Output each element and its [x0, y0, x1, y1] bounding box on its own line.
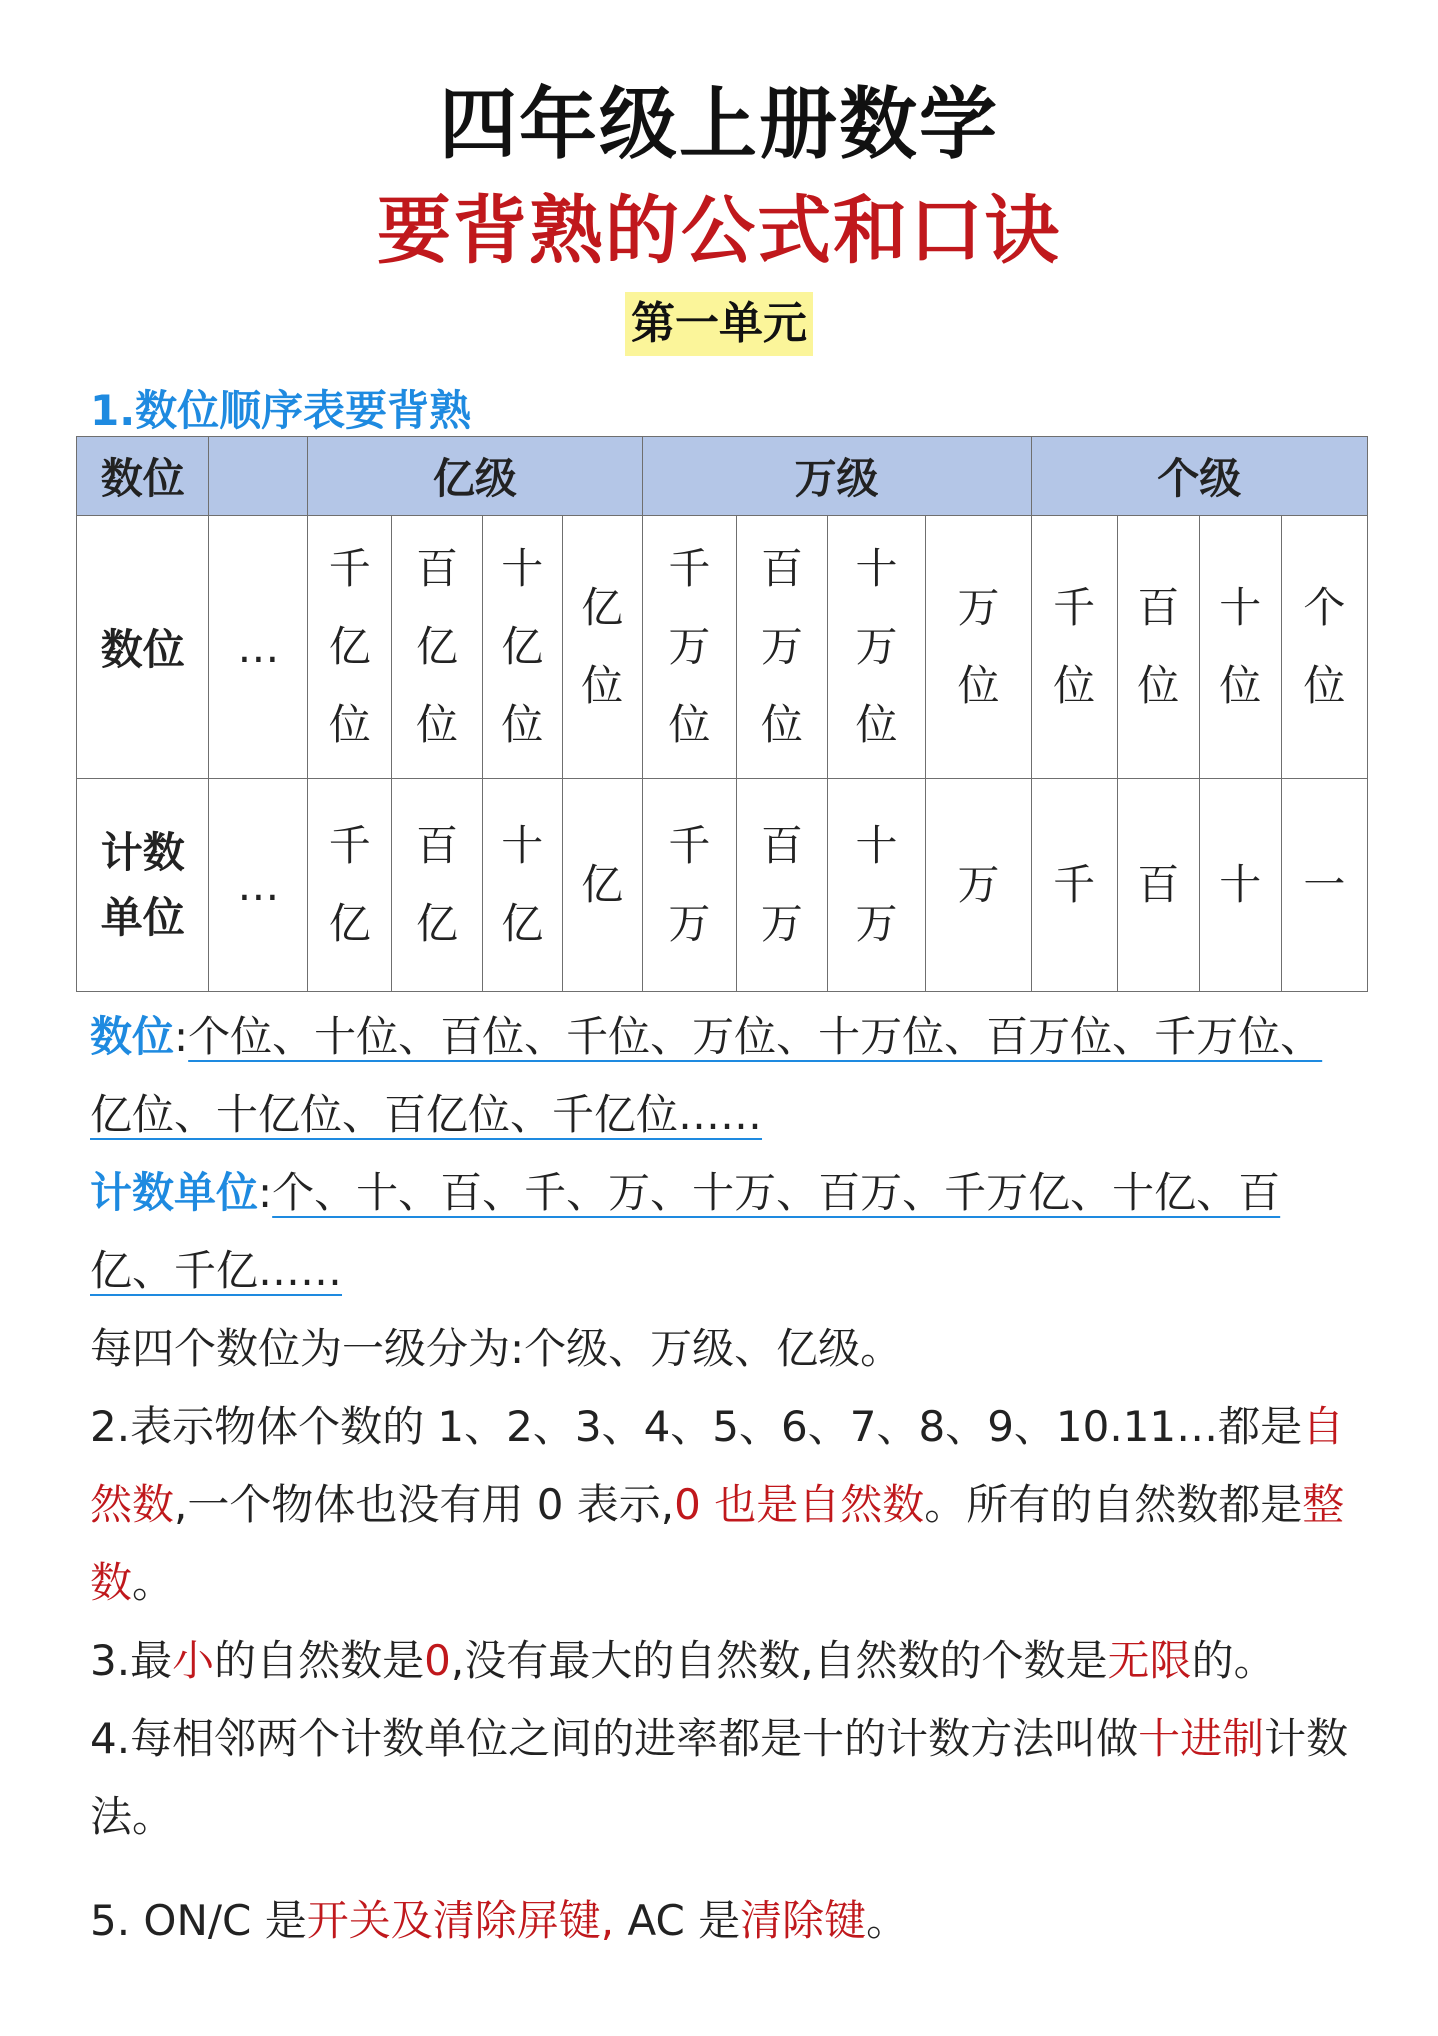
unit-cell: 一 — [1303, 860, 1346, 910]
row-label-places: 数位 — [77, 516, 209, 779]
page-subtitle: 要背熟的公式和口诀 — [377, 188, 1061, 274]
place-cell: 百亿位 — [416, 544, 459, 749]
text: 。 — [132, 1558, 175, 1607]
text: 的。 — [1191, 1636, 1276, 1685]
page-title: 四年级上册数学 — [438, 80, 999, 170]
unit-cell: 百亿 — [416, 821, 459, 948]
unit-cell: 百万 — [760, 821, 803, 948]
header-shuwei: 数位 — [77, 437, 209, 516]
text: ,没有最大的自然数,自然数的个数是 — [450, 1636, 1108, 1685]
unit-cell: 十 — [1219, 860, 1262, 910]
place-cell: 百万位 — [760, 544, 803, 749]
place-cell: 个位 — [1303, 583, 1346, 710]
place-list-colon: : — [174, 1012, 189, 1061]
text: 4.每相邻两个计数单位之间的进率都是十的计数方法叫做 — [90, 1714, 1139, 1763]
highlight: 清除键 — [740, 1896, 867, 1945]
place-cell: 十位 — [1219, 583, 1262, 710]
text: 的自然数是 — [214, 1636, 425, 1685]
paragraph-decimal-system — [90, 1700, 1360, 1856]
unit-cell: 万 — [957, 860, 1000, 910]
text: 计数法。 — [90, 1714, 1349, 1841]
unit-list-colon: : — [258, 1168, 273, 1217]
text: 。 — [866, 1896, 909, 1945]
highlight: 0 也是自然数 — [674, 1480, 925, 1529]
row-label-units: 计数单位 — [100, 827, 185, 942]
highlight: 十进制 — [1138, 1714, 1265, 1763]
unit-list-text: 个、十、百、千、万、十万、百万、千万亿、十亿、百亿、千亿…… — [90, 1168, 1281, 1295]
header-wanji: 万级 — [642, 437, 1031, 516]
paragraph-smallest-natural — [90, 1622, 1360, 1700]
place-list-label: 数位 — [90, 1012, 175, 1061]
paragraph-grouping: 每四个数位为一级分为:个级、万级、亿级。 — [90, 1324, 903, 1373]
place-cell: 千亿位 — [328, 544, 371, 749]
header-yiji: 亿级 — [308, 437, 642, 516]
unit-cell: 千亿 — [328, 821, 371, 948]
table-row-places — [77, 516, 1368, 779]
text: AC 是 — [614, 1896, 741, 1945]
places-ellipsis: … — [209, 516, 308, 779]
text: 2.表示物体个数的 1、2、3、4、5、6、7、8、9、10.11…都是 — [90, 1402, 1303, 1451]
place-cell: 千万位 — [668, 544, 711, 749]
header-geji: 个级 — [1031, 437, 1367, 516]
paragraph-place-list — [90, 998, 1360, 1154]
unit-heading: 第一单元 — [625, 292, 813, 356]
text: 3.最 — [90, 1636, 173, 1685]
place-cell: 千位 — [1053, 583, 1096, 710]
table-header-row — [77, 437, 1368, 516]
header-empty — [209, 437, 308, 516]
unit-cell: 十亿 — [501, 821, 544, 948]
highlight: 自然数 — [90, 1402, 1345, 1529]
place-cell: 万位 — [957, 583, 1000, 710]
place-cell: 十亿位 — [501, 544, 544, 749]
table-row-units — [77, 779, 1368, 992]
paragraph-calculator-keys — [90, 1882, 1360, 1960]
text: 5. ON/C 是 — [90, 1896, 307, 1945]
highlight: 整数 — [90, 1480, 1345, 1607]
text: 。所有的自然数都是 — [924, 1480, 1303, 1529]
place-cell: 百位 — [1137, 583, 1180, 710]
unit-cell: 千万 — [668, 821, 711, 948]
place-list-text: 个位、十位、百位、千位、万位、十万位、百万位、千万位、亿位、十亿位、百亿位、千亿位…… — [90, 1012, 1323, 1139]
unit-cell: 百 — [1137, 860, 1180, 910]
units-ellipsis: … — [209, 779, 308, 992]
unit-cell: 亿 — [581, 860, 624, 910]
place-cell: 十万位 — [855, 544, 898, 749]
place-value-table — [76, 436, 1368, 992]
section-1-title: 1.数位顺序表要背熟 — [90, 386, 472, 435]
unit-cell: 千 — [1053, 860, 1096, 910]
text: ,一个物体也没有用 0 表示, — [174, 1480, 675, 1529]
paragraph-natural-numbers — [90, 1388, 1360, 1622]
highlight: 小 — [172, 1636, 215, 1685]
unit-list-label: 计数单位 — [90, 1168, 259, 1217]
highlight: 0 — [424, 1636, 451, 1685]
unit-cell: 十万 — [855, 821, 898, 948]
paragraph-unit-list — [90, 1154, 1360, 1310]
place-cell: 亿位 — [581, 583, 624, 710]
unit-heading-wrap — [0, 292, 1438, 356]
highlight: 无限 — [1107, 1636, 1192, 1685]
highlight: 开关及清除屏键, — [306, 1896, 615, 1945]
